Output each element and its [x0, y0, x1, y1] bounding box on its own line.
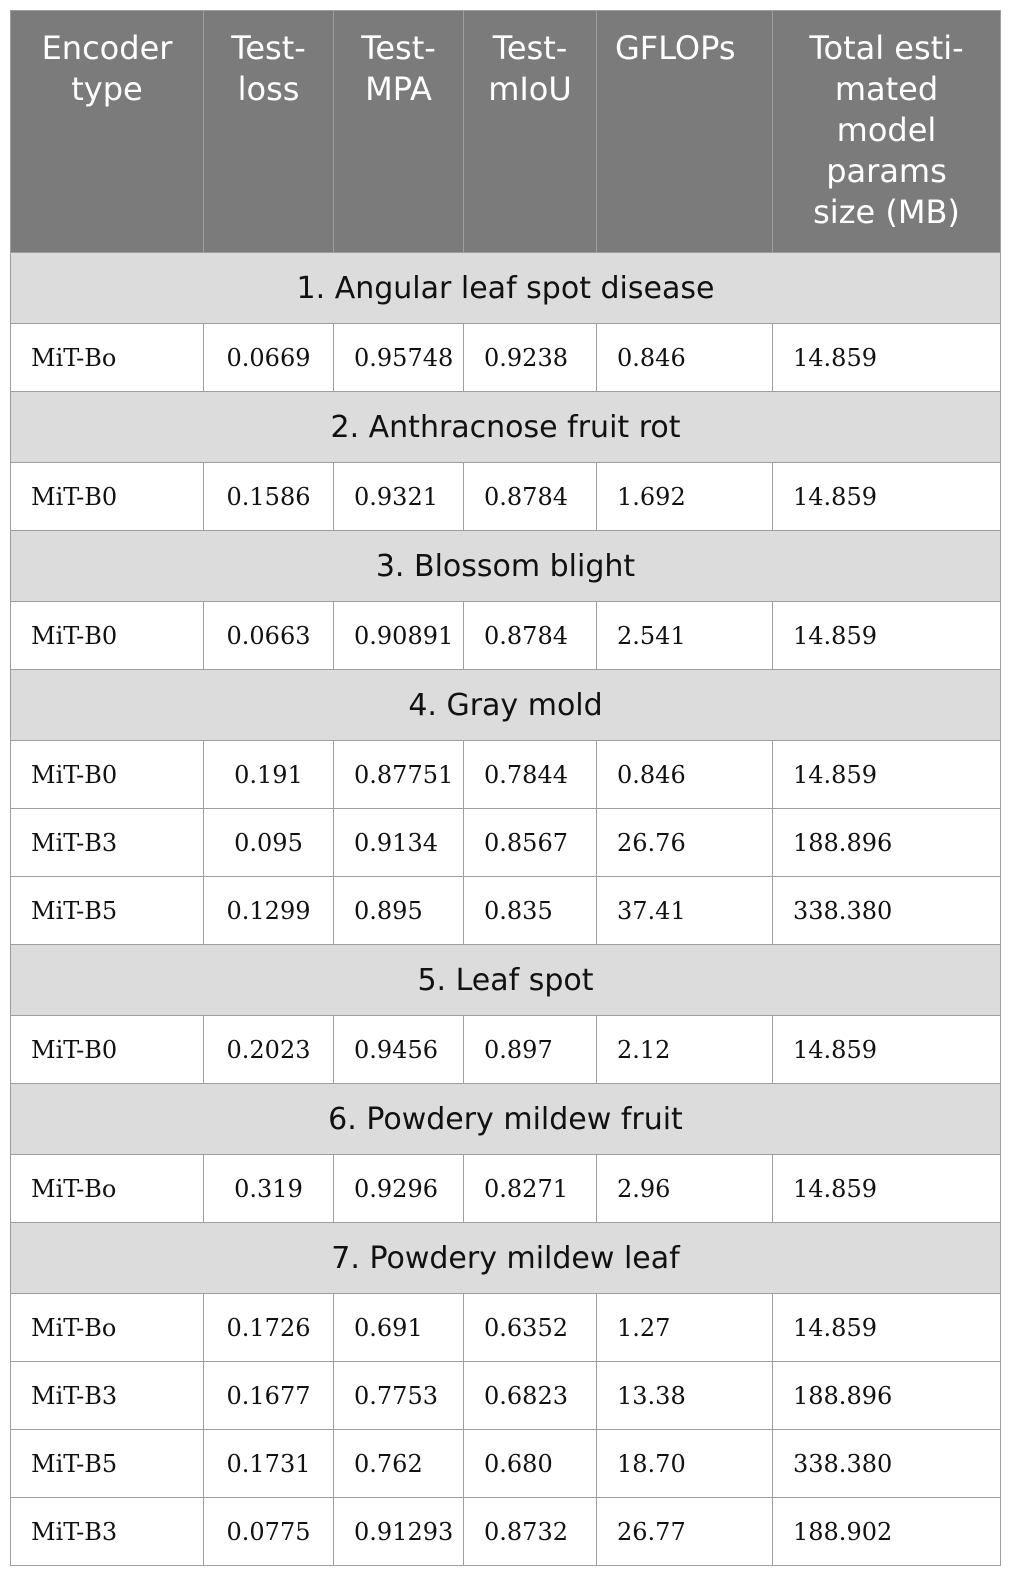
gflops-cell: 0.846	[597, 741, 773, 809]
results-table-container	[10, 10, 1000, 1566]
header-test-mpa	[334, 11, 464, 253]
group-header-row	[11, 1223, 1001, 1294]
encoder-cell: MiT-B3	[11, 809, 204, 877]
gflops-cell: 1.27	[597, 1294, 773, 1362]
test-loss-cell: 0.1586	[204, 463, 334, 531]
test-loss-cell: 0.191	[204, 741, 334, 809]
test-miou-cell: 0.8271	[464, 1155, 597, 1223]
table-row	[11, 741, 1001, 809]
encoder-cell: MiT-B5	[11, 1430, 204, 1498]
test-miou-cell: 0.6823	[464, 1362, 597, 1430]
table-row	[11, 1498, 1001, 1566]
test-loss-cell: 0.1299	[204, 877, 334, 945]
header-line: mated	[834, 70, 939, 108]
header-row	[11, 11, 1001, 253]
test-mpa-cell: 0.7753	[334, 1362, 464, 1430]
table-row	[11, 1016, 1001, 1084]
test-miou-cell: 0.8732	[464, 1498, 597, 1566]
encoder-cell: MiT-Bo	[11, 324, 204, 392]
test-miou-cell: 0.7844	[464, 741, 597, 809]
table-row	[11, 1155, 1001, 1223]
test-miou-cell: 0.8784	[464, 463, 597, 531]
params-size-cell: 338.380	[773, 877, 1001, 945]
table-row	[11, 1430, 1001, 1498]
encoder-cell: MiT-B5	[11, 877, 204, 945]
header-test-loss	[204, 11, 334, 253]
test-loss-cell: 0.319	[204, 1155, 334, 1223]
encoder-cell: MiT-B0	[11, 463, 204, 531]
params-size-cell: 14.859	[773, 1294, 1001, 1362]
test-mpa-cell: 0.762	[334, 1430, 464, 1498]
gflops-cell: 0.846	[597, 324, 773, 392]
group-header-row	[11, 531, 1001, 602]
test-mpa-cell: 0.87751	[334, 741, 464, 809]
test-mpa-cell: 0.91293	[334, 1498, 464, 1566]
test-loss-cell: 0.1731	[204, 1430, 334, 1498]
header-line: type	[71, 70, 143, 108]
group-header-row	[11, 670, 1001, 741]
header-line: Encoder	[41, 29, 173, 67]
header-line: loss	[237, 70, 300, 108]
gflops-cell: 26.77	[597, 1498, 773, 1566]
params-size-cell: 338.380	[773, 1430, 1001, 1498]
test-miou-cell: 0.897	[464, 1016, 597, 1084]
header-encoder-type	[11, 11, 204, 253]
params-size-cell: 188.896	[773, 1362, 1001, 1430]
test-mpa-cell: 0.95748	[334, 324, 464, 392]
test-miou-cell: 0.6352	[464, 1294, 597, 1362]
test-mpa-cell: 0.9456	[334, 1016, 464, 1084]
header-line: Test-	[231, 29, 306, 67]
header-params-size	[773, 11, 1001, 253]
group-header-row	[11, 253, 1001, 324]
group-title: 7. Powdery mildew leaf	[11, 1223, 1001, 1294]
test-loss-cell: 0.2023	[204, 1016, 334, 1084]
group-title: 1. Angular leaf spot disease	[11, 253, 1001, 324]
group-title: 5. Leaf spot	[11, 945, 1001, 1016]
test-miou-cell: 0.8567	[464, 809, 597, 877]
group-header-row	[11, 392, 1001, 463]
header-line: GFLOPs	[615, 29, 736, 67]
test-mpa-cell: 0.90891	[334, 602, 464, 670]
params-size-cell: 14.859	[773, 1155, 1001, 1223]
gflops-cell: 2.12	[597, 1016, 773, 1084]
test-loss-cell: 0.0663	[204, 602, 334, 670]
header-line: MPA	[365, 70, 432, 108]
table-row	[11, 1362, 1001, 1430]
gflops-cell: 26.76	[597, 809, 773, 877]
gflops-cell: 2.541	[597, 602, 773, 670]
group-title: 2. Anthracnose fruit rot	[11, 392, 1001, 463]
test-loss-cell: 0.0669	[204, 324, 334, 392]
results-table	[10, 10, 1001, 1566]
header-gflops	[597, 11, 773, 253]
encoder-cell: MiT-B0	[11, 1016, 204, 1084]
table-body	[11, 253, 1001, 1566]
params-size-cell: 188.896	[773, 809, 1001, 877]
group-header-row	[11, 945, 1001, 1016]
header-line: params	[826, 152, 947, 190]
table-row	[11, 602, 1001, 670]
test-miou-cell: 0.835	[464, 877, 597, 945]
group-title: 6. Powdery mildew fruit	[11, 1084, 1001, 1155]
gflops-cell: 37.41	[597, 877, 773, 945]
encoder-cell: MiT-Bo	[11, 1294, 204, 1362]
table-row	[11, 809, 1001, 877]
group-title: 4. Gray mold	[11, 670, 1001, 741]
test-miou-cell: 0.8784	[464, 602, 597, 670]
params-size-cell: 14.859	[773, 602, 1001, 670]
group-header-row	[11, 1084, 1001, 1155]
test-mpa-cell: 0.9321	[334, 463, 464, 531]
header-line: model	[836, 111, 937, 149]
header-test-miou	[464, 11, 597, 253]
test-loss-cell: 0.0775	[204, 1498, 334, 1566]
params-size-cell: 188.902	[773, 1498, 1001, 1566]
encoder-cell: MiT-B3	[11, 1362, 204, 1430]
header-line: Test-	[361, 29, 436, 67]
table-row	[11, 324, 1001, 392]
header-line: mIoU	[488, 70, 572, 108]
encoder-cell: MiT-Bo	[11, 1155, 204, 1223]
test-mpa-cell: 0.9296	[334, 1155, 464, 1223]
test-mpa-cell: 0.691	[334, 1294, 464, 1362]
gflops-cell: 13.38	[597, 1362, 773, 1430]
gflops-cell: 2.96	[597, 1155, 773, 1223]
table-header	[11, 11, 1001, 253]
params-size-cell: 14.859	[773, 324, 1001, 392]
params-size-cell: 14.859	[773, 463, 1001, 531]
table-row	[11, 463, 1001, 531]
encoder-cell: MiT-B3	[11, 1498, 204, 1566]
params-size-cell: 14.859	[773, 1016, 1001, 1084]
table-row	[11, 1294, 1001, 1362]
test-mpa-cell: 0.9134	[334, 809, 464, 877]
encoder-cell: MiT-B0	[11, 741, 204, 809]
test-loss-cell: 0.1726	[204, 1294, 334, 1362]
gflops-cell: 18.70	[597, 1430, 773, 1498]
header-line: size (MB)	[813, 193, 960, 231]
test-loss-cell: 0.1677	[204, 1362, 334, 1430]
test-miou-cell: 0.9238	[464, 324, 597, 392]
test-mpa-cell: 0.895	[334, 877, 464, 945]
test-miou-cell: 0.680	[464, 1430, 597, 1498]
gflops-cell: 1.692	[597, 463, 773, 531]
table-row	[11, 877, 1001, 945]
encoder-cell: MiT-B0	[11, 602, 204, 670]
header-line: Test-	[492, 29, 568, 67]
header-line: Total esti-	[809, 29, 964, 67]
test-loss-cell: 0.095	[204, 809, 334, 877]
group-title: 3. Blossom blight	[11, 531, 1001, 602]
params-size-cell: 14.859	[773, 741, 1001, 809]
